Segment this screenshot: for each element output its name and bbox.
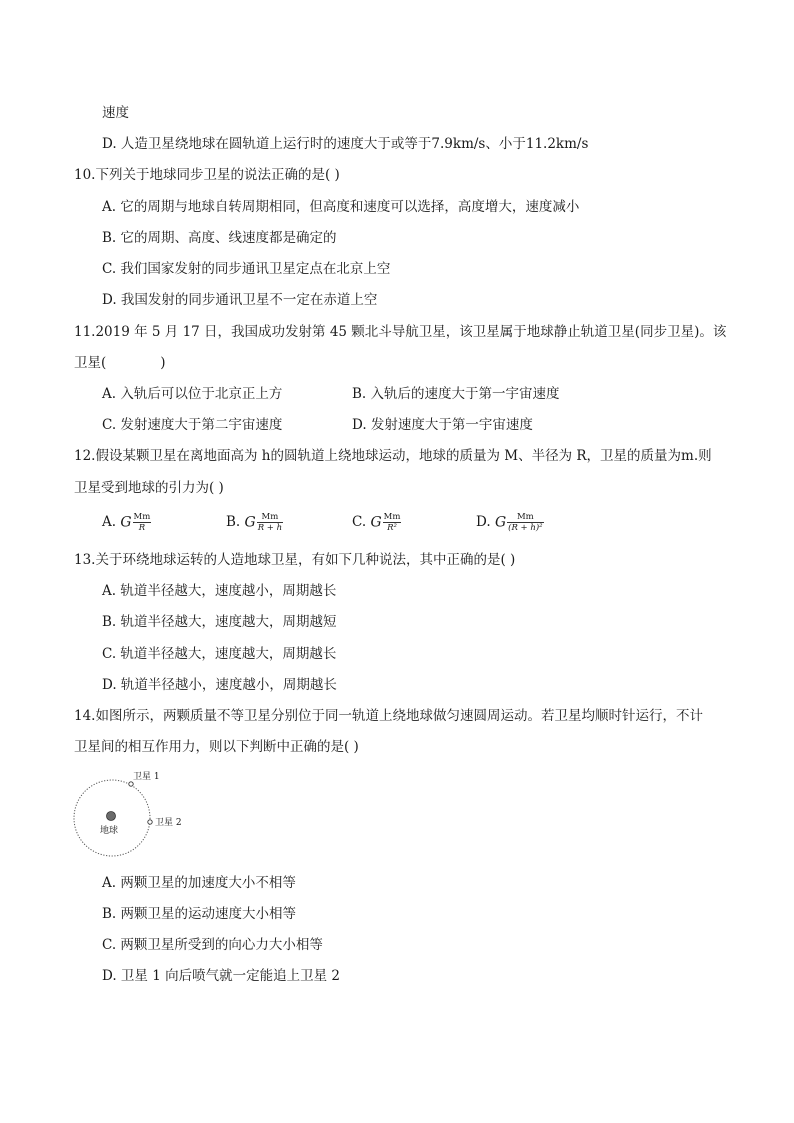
q11-option-c: C. 发射速度大于第二宇宙速度 — [102, 417, 283, 433]
satellite-2-label: 卫星 2 — [155, 818, 182, 828]
q11-option-d: D. 发射速度大于第一宇宙速度 — [352, 417, 533, 433]
q12-d-numerator: Mm — [507, 512, 543, 523]
q14-option-b: B. 两颗卫星的运动速度大小相等 — [102, 906, 297, 922]
q13-option-a: A. 轨道半径越大，速度越小，周期越长 — [102, 583, 337, 599]
q9-continuation: 速度 — [102, 105, 129, 121]
q12-d-fraction — [507, 512, 543, 533]
q12-c-g: G — [370, 514, 382, 531]
q12-c-denominator: R² — [387, 523, 397, 533]
q13-option-b: B. 轨道半径越大，速度越大，周期越短 — [102, 614, 337, 630]
q12-d-g: G — [494, 514, 507, 531]
q12-c-label: C. — [352, 514, 367, 530]
q12-option-d — [476, 512, 544, 533]
orbit-diagram — [70, 768, 200, 860]
q12-a-fraction — [133, 512, 152, 533]
q12-option-b — [226, 512, 283, 533]
q12-stem-line1: 12.假设某颗卫星在离地面高为 h的圆轨道上绕地球运动，地球的质量为 M、半径为 R，卫星的质量为m.则 — [74, 448, 712, 464]
q11-stem-line2: 卫星( ) — [74, 355, 166, 371]
q12-a-g: G — [120, 514, 132, 531]
q14-stem-line1: 14.如图所示，两颗质量不等卫星分别位于同一轨道上绕地球做匀速圆周运动。若卫星均顺时针运行，不计 — [74, 708, 703, 724]
q12-c-numerator: Mm — [383, 512, 401, 522]
satellite-1-label: 卫星 1 — [133, 772, 160, 782]
q12-option-a — [102, 512, 151, 533]
earth-dot — [107, 812, 116, 821]
q13-option-d: D. 轨道半径越小，速度越小，周期越长 — [102, 677, 337, 693]
q12-a-numerator: Mm — [133, 512, 151, 522]
q10-option-d: D. 我国发射的同步通讯卫星不一定在赤道上空 — [102, 292, 378, 308]
q10-option-a: A. 它的周期与地球自转周期相同，但高度和速度可以选择，高度增大，速度减小 — [102, 199, 580, 215]
q12-option-c — [352, 512, 401, 533]
earth-label: 地球 — [100, 826, 119, 836]
q10-option-b: B. 它的周期、高度、线速度都是确定的 — [102, 230, 337, 246]
q10-stem: 10.下列关于地球同步卫星的说法正确的是( ) — [74, 167, 340, 183]
q12-d-label: D. — [476, 514, 491, 530]
q12-d-denominator: (R + h)² — [508, 523, 543, 533]
q11-option-b: B. 入轨后的速度大于第一宇宙速度 — [352, 386, 560, 402]
q12-stem-line2: 卫星受到地球的引力为( ) — [74, 480, 224, 496]
q12-b-label: B. — [226, 514, 241, 530]
q14-option-d: D. 卫星 1 向后喷气就一定能追上卫星 2 — [102, 968, 340, 984]
q12-b-g: G — [244, 514, 256, 531]
q11-stem-line1: 11.2019 年 5 月 17 日，我国成功发射第 45 颗北斗导航卫星，该卫星属于地球静止轨道卫星(同步卫星)。该 — [74, 324, 727, 340]
q10-option-c: C. 我们国家发射的同步通讯卫星定点在北京上空 — [102, 261, 391, 277]
satellite-2-dot — [148, 820, 152, 824]
q12-b-fraction — [257, 512, 283, 533]
q14-option-c: C. 两颗卫星所受到的向心力大小相等 — [102, 937, 323, 953]
q11-option-a: A. 入轨后可以位于北京正上方 — [102, 386, 283, 402]
q13-option-c: C. 轨道半径越大，速度越大，周期越长 — [102, 646, 337, 662]
q9-option-d: D. 人造卫星绕地球在圆轨道上运行时的速度大于或等于7.9km/s、小于11.2km/s — [102, 136, 589, 152]
q13-stem: 13.关于环绕地球运转的人造地球卫星，有如下几种说法，其中正确的是( ) — [74, 552, 516, 568]
q12-c-fraction — [383, 512, 402, 533]
q12-b-numerator: Mm — [257, 512, 283, 523]
q12-a-denominator: R — [138, 523, 146, 533]
q14-option-a: A. 两颗卫星的加速度大小不相等 — [102, 875, 296, 891]
q14-stem-line2: 卫星间的相互作用力，则以下判断中正确的是( ) — [74, 739, 359, 755]
q12-a-label: A. — [102, 514, 117, 530]
q12-b-denominator: R + h — [257, 523, 283, 533]
satellite-1-dot — [129, 782, 133, 786]
